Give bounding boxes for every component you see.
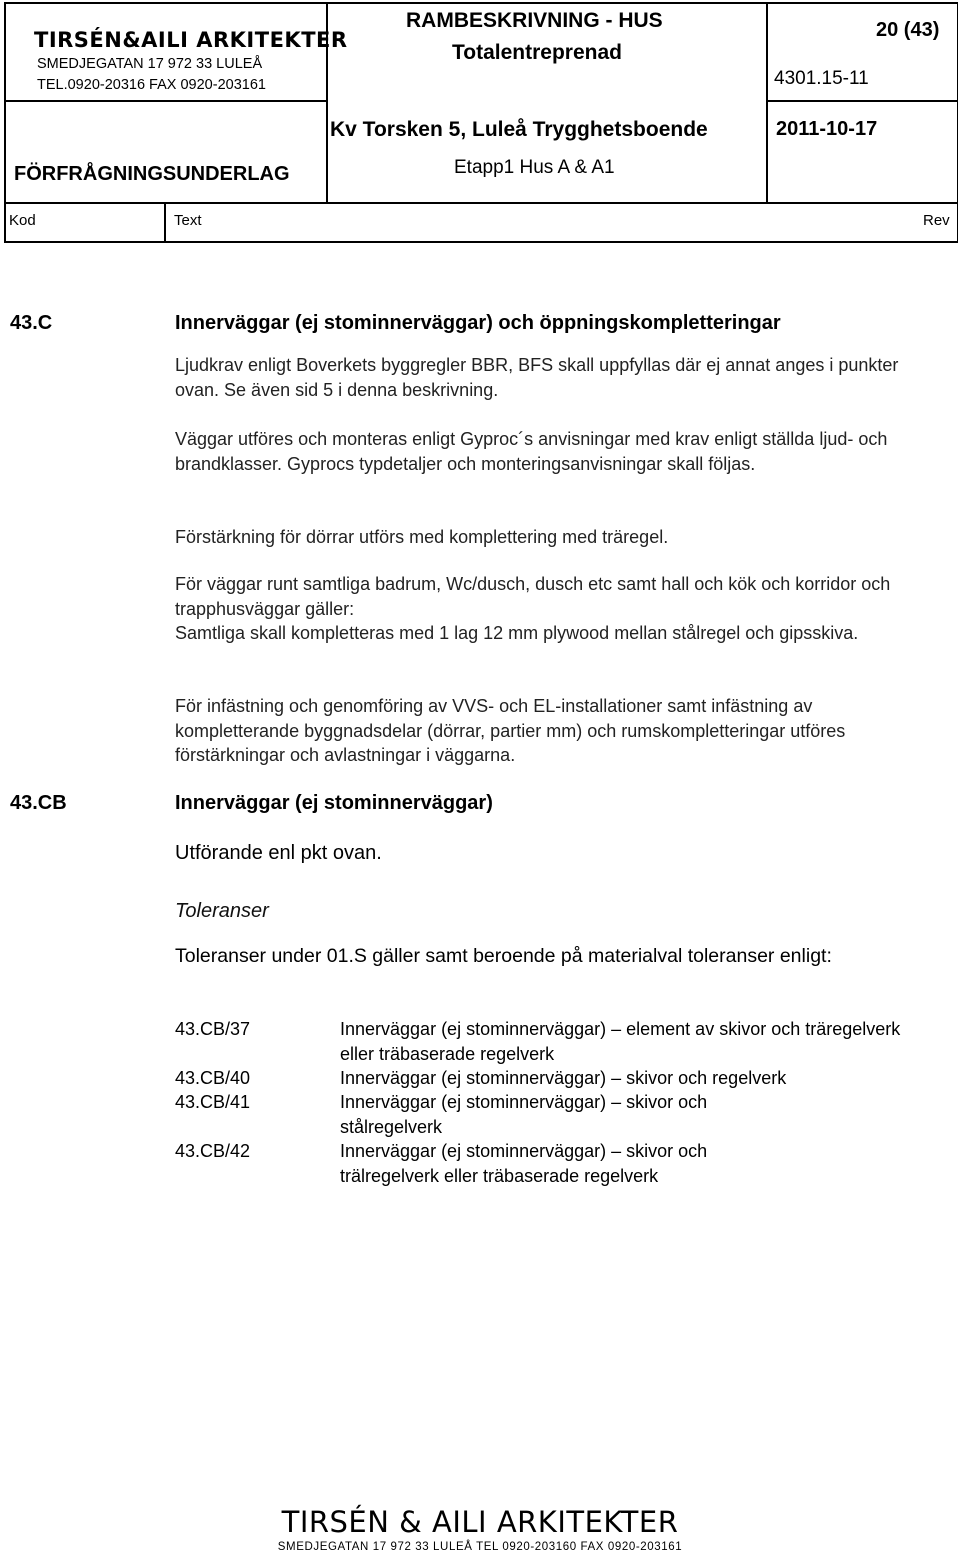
reference-code: 43.CB/42	[175, 1141, 251, 1161]
reference-code: 43.CB/41	[175, 1092, 251, 1112]
reference-text: Innerväggar (ej stominnerväggar) – skivor och stålregelverk	[340, 1092, 708, 1137]
paragraph: För infästning och genomföring av VVS- och EL-installationer samt infästning av kompletterande byggnadsdelar (dörrar, partier mm) och rumskompletteringar utföres förstärkningar och avlastningar i väggarna.	[175, 696, 846, 765]
section-title: Innerväggar (ej stominnerväggar)	[175, 792, 493, 814]
column-text-label: Text	[174, 212, 202, 229]
section-title: Innerväggar (ej stominnerväggar) och öppningskompletteringar	[175, 312, 781, 334]
reference-text: Innerväggar (ej stominnerväggar) – skivor och regelverk	[340, 1068, 787, 1088]
document-date: 2011-10-17	[776, 118, 878, 140]
footer-address: SMEDJEGATAN 17 972 33 LULEÅ TEL 0920-203160 FAX 0920-203161	[277, 1541, 683, 1553]
paragraph: Ljudkrav enligt Boverkets byggregler BBR, BFS skall uppfyllas där ej annat anges i punkter ovan. Se även sid 5 i denna beskrivning.	[175, 355, 899, 400]
paragraph: Toleranser under 01.S gäller samt beroende på materialval toleranser enligt:	[175, 945, 832, 967]
page-header	[4, 2, 958, 243]
document-type: FÖRFRÅGNINGSUNDERLAG	[14, 163, 290, 185]
firm-address: SMEDJEGATAN 17 972 33 LULEÅ	[37, 56, 263, 72]
paragraph: Förstärkning för dörrar utförs med komplettering med träregel.	[175, 527, 669, 547]
project-stage: Etapp1 Hus A & A1	[454, 157, 615, 178]
reference-code: 43.CB/40	[175, 1068, 251, 1088]
paragraph: Utförande enl pkt ovan.	[175, 842, 382, 864]
firm-phone: TEL.0920-20316 FAX 0920-203161	[37, 77, 266, 93]
contract-form: Totalentreprenad	[452, 41, 622, 64]
page-number: 20 (43)	[876, 19, 940, 41]
section-code: 43.C	[10, 312, 53, 334]
project-name: Kv Torsken 5, Luleå Trygghetsboende	[330, 118, 708, 141]
section-code: 43.CB	[10, 792, 67, 814]
paragraph: För väggar runt samtliga badrum, Wc/dusch, dusch etc samt hall och kök och korridor och trapphusväggar gäller:	[175, 574, 891, 619]
column-code-label: Kod	[9, 212, 36, 229]
subheading: Toleranser	[175, 900, 269, 922]
page-footer	[0, 1505, 960, 1553]
paragraph: Väggar utföres och monteras enligt Gyproc´s anvisningar med krav enligt ställda ljud- och brandklasser. Gyprocs typdetaljer och monteringsanvisningar skall följas.	[175, 429, 888, 474]
reference-text: Innerväggar (ej stominnerväggar) – element av skivor och träregelverk eller träbaserade regelverk	[340, 1019, 901, 1064]
reference-text: Innerväggar (ej stominnerväggar) – skivor och trälregelverk eller träbaserade regelverk	[340, 1141, 708, 1186]
column-rev-label: Rev	[923, 212, 950, 229]
project-number: 4301.15-11	[774, 68, 869, 89]
footer-logo: TIRSÉN & AILI ARKITEKTER	[281, 1505, 679, 1539]
reference-code: 43.CB/37	[175, 1019, 251, 1039]
firm-logo: TIRSÉN&AILI ARKITEKTER	[34, 28, 348, 52]
document-title: RAMBESKRIVNING - HUS	[406, 9, 663, 32]
paragraph: Samtliga skall kompletteras med 1 lag 12 mm plywood mellan stålregel och gipsskiva.	[175, 623, 859, 643]
